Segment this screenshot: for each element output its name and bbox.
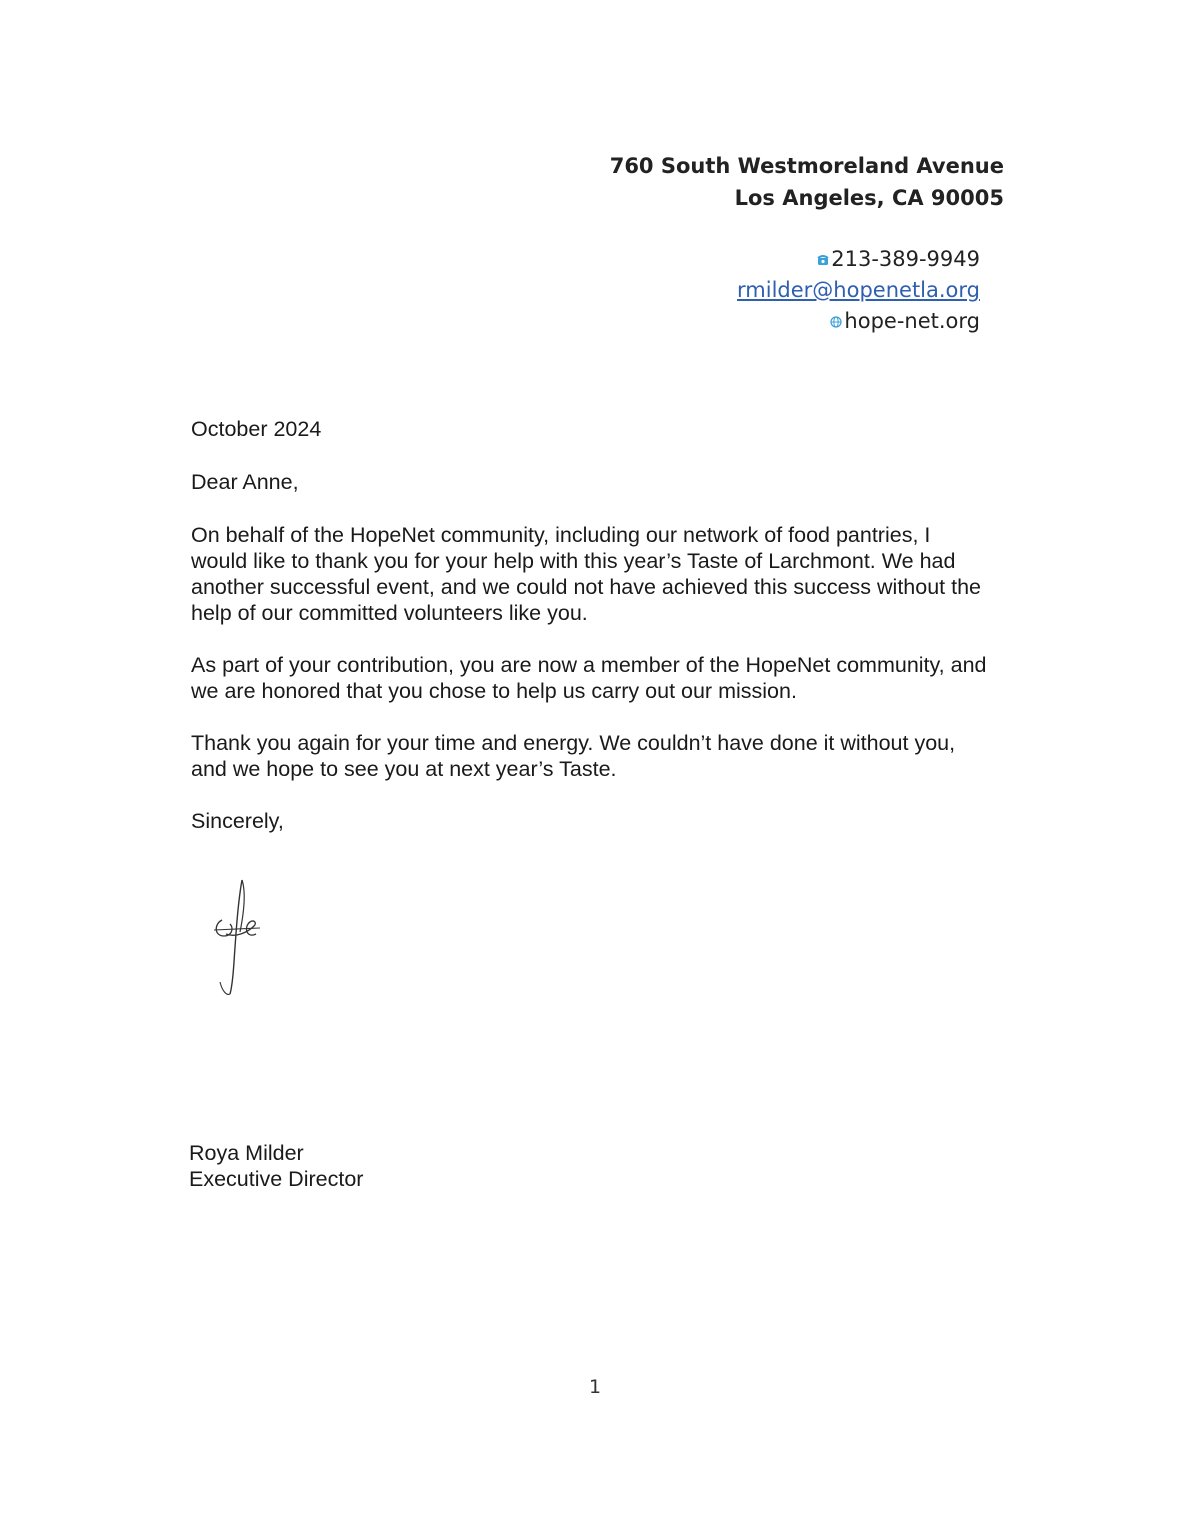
signer-name: Roya Milder — [189, 1141, 304, 1165]
letterhead-contact — [737, 244, 980, 337]
signer-title: Executive Director — [189, 1167, 364, 1191]
email-link[interactable]: rmilder@hopenetla.org — [737, 278, 980, 302]
letter-date: October 2024 — [191, 417, 322, 441]
website-text: hope-net.org — [844, 309, 980, 333]
letter-paragraph-2: As part of your contribution, you are now a member of the HopeNet community, and we are honored that you chose to help us carry out our mission. — [191, 653, 987, 703]
signer-block — [189, 1140, 363, 1192]
handwritten-signature — [200, 872, 280, 1002]
address-line-street: 760 South Westmoreland Avenue — [609, 154, 1004, 178]
letter-closing: Sincerely, — [191, 809, 284, 833]
contact-phone — [737, 244, 980, 275]
letterhead-address — [610, 150, 1004, 214]
phone-icon — [817, 254, 829, 266]
globe-icon — [830, 316, 842, 328]
page-number: 1 — [588, 1376, 602, 1398]
letter-body — [191, 416, 991, 834]
contact-email[interactable] — [737, 275, 980, 306]
contact-website — [737, 306, 980, 337]
letter-salutation: Dear Anne, — [191, 470, 299, 494]
address-line-city: Los Angeles, CA 90005 — [734, 186, 1004, 210]
letter-paragraph-3: Thank you again for your time and energy. We couldn’t have done it without you, and we hope to see you at next year’s Taste. — [191, 731, 956, 781]
letter-paragraph-1: On behalf of the HopeNet community, including our network of food pantries, I would like to thank you for your help with this year’s Taste of Larchmont. We had another successful event, and we could not have achieved this success without the help of our committed volunteers like you. — [191, 523, 981, 625]
phone-number: 213-389-9949 — [831, 247, 980, 271]
